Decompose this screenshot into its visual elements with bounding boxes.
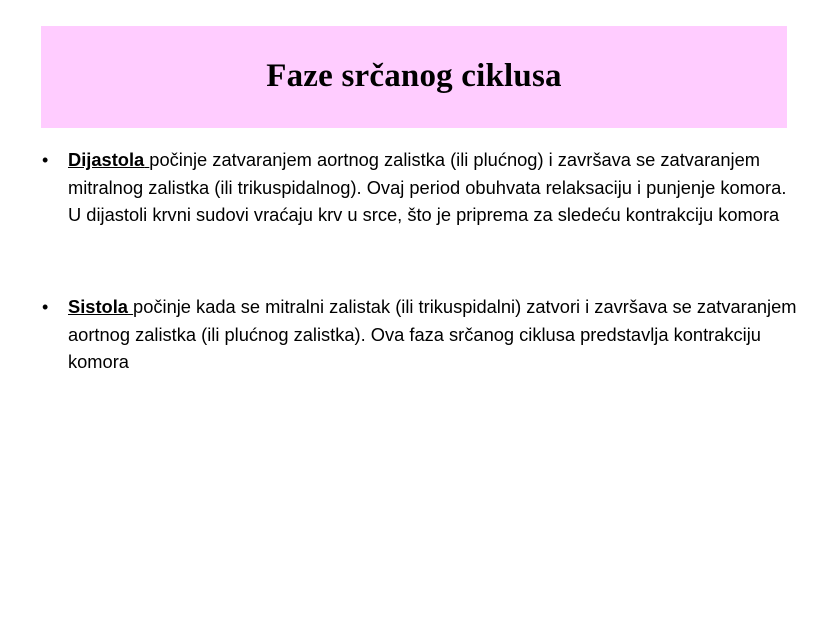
bullet-item-dijastola: [68, 146, 798, 229]
bullet-item-sistola: [68, 293, 798, 376]
bullet-description: počinje kada se mitralni zalistak (ili trikuspidalni) zatvori i završava se zatvaranjem aortnog zalistka (ili plućnog zalistka). Ova faza srčanog ciklusa predstavlja kontrakciju komora: [68, 296, 797, 372]
bullet-marker: •: [42, 150, 49, 170]
slide-title: Faze srčanog ciklusa: [266, 57, 562, 94]
bullet-description: počinje zatvaranjem aortnog zalistka (ili plućnog) i završava se zatvaranjem mitralnog zalistka (ili trikuspidalnog). Ovaj period obuhvata relaksaciju i punjenje komora. U dijastoli krvni sudovi vraćaju krv u srce, što je priprema za sledeću kontrakciju komora: [68, 149, 787, 225]
bullet-term: Sistola: [68, 296, 128, 317]
bullet-term: Dijastola: [68, 149, 145, 170]
bullet-marker: •: [42, 297, 49, 317]
